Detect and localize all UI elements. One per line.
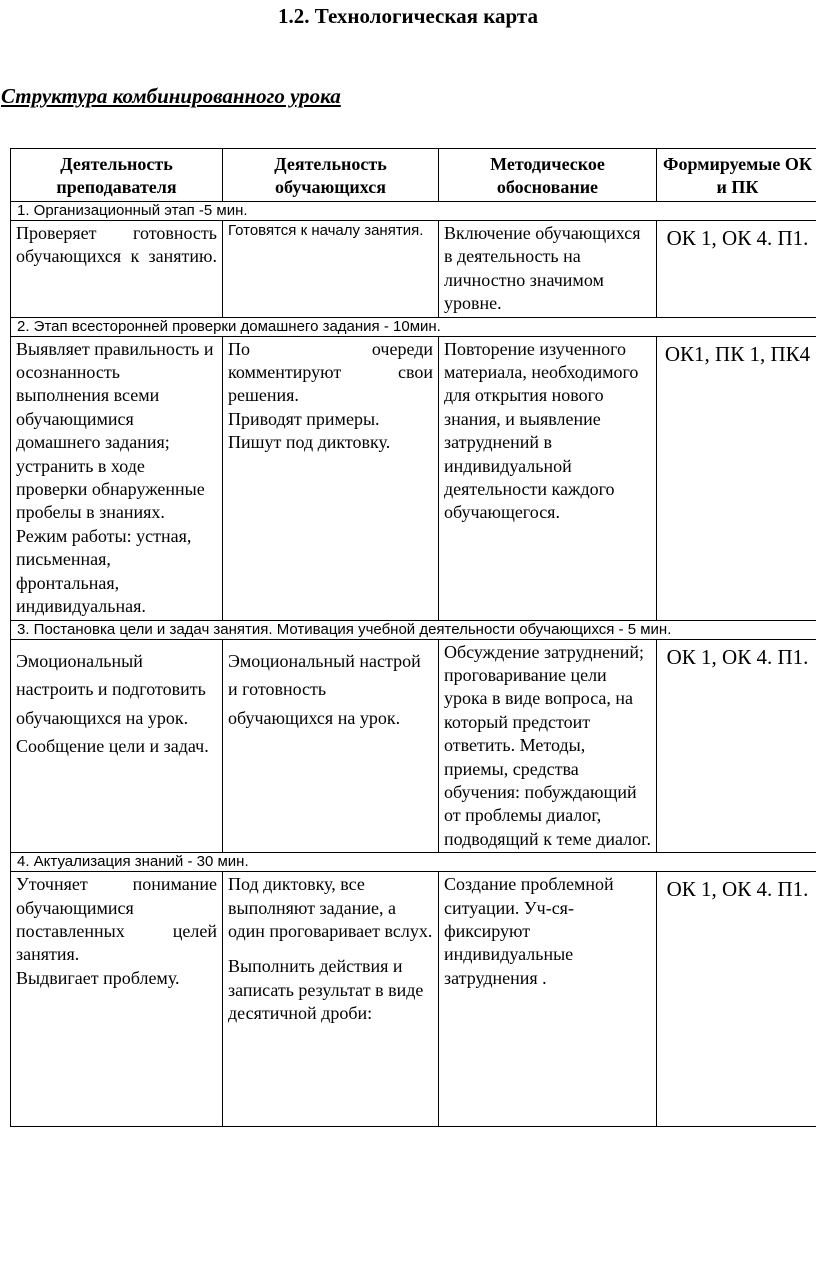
teacher-cell — [11, 336, 223, 620]
header-method-rationale: Методическое обоснование — [439, 149, 657, 202]
students-cell — [223, 872, 439, 1127]
students-cell — [223, 336, 439, 620]
students-cell: Готовятся к началу занятия. — [223, 221, 439, 318]
table-row — [11, 872, 816, 1127]
students-text: Под диктовку, все выполняют задание, а один проговаривает вслух. — [228, 874, 433, 941]
stage-row — [11, 853, 816, 872]
table-row — [11, 336, 816, 620]
technology-map-table — [10, 148, 816, 1127]
teacher-text: Уточняет понимание обучающимися поставленных целей занятия. — [16, 874, 217, 965]
section-subtitle: Структура комбинированного урока — [1, 84, 341, 108]
students-text-2: Выполнить действия и записать результат в виде десятичной дроби: — [228, 956, 424, 1024]
method-cell: Повторение изученного материала, необходимого для открытия нового знания, и выявление затруднений в индивидуальной деятельности каждого обучающегося. — [439, 336, 657, 620]
teacher-mode-text: Режим работы: устная, письменная, фронтальная, индивидуальная. — [16, 525, 192, 617]
table-header-row — [11, 149, 816, 202]
competences-cell: ОК 1, ОК 4. П1. — [657, 872, 816, 1127]
header-student-activity: Деятельность обучающихся — [223, 149, 439, 202]
header-teacher-activity: Деятельность преподавателя — [11, 149, 223, 202]
method-cell: Создание проблемной ситуации. Уч-ся- фиксируют индивидуальные затруднения . — [439, 872, 657, 1127]
stage-label: 3. Постановка цели и задач занятия. Мотивация учебной деятельности обучающихся - 5 мин. — [11, 620, 816, 639]
students-cell: Эмоциональный настрой и готовность обучающихся на урок. — [223, 639, 439, 853]
competences-cell: ОК 1, ОК 4. П1. — [657, 221, 816, 318]
competences-cell: ОК 1, ОК 4. П1. — [657, 639, 816, 853]
competences-cell: ОК1, ПК 1, ПК4 — [657, 336, 816, 620]
students-text: По очереди комментируют свои решения. — [228, 338, 433, 406]
students-text-2: Приводят примеры. Пишут под диктовку. — [228, 408, 391, 453]
stage-row — [11, 317, 816, 336]
teacher-text: Выявляет правильность и осознанность выполнения всеми обучающимися домашнего задания; устранить в ходе проверки обнаруженные пробелы в знаниях. — [16, 338, 214, 523]
teacher-cell: Проверяет готовность обучающихся к занятию. — [11, 221, 223, 318]
stage-row — [11, 620, 816, 639]
stage-label: 2. Этап всесторонней проверки домашнего задания - 10мин. — [11, 317, 816, 336]
stage-row — [11, 202, 816, 221]
table-row — [11, 221, 816, 318]
header-competences: Формируемые ОК и ПК — [657, 149, 816, 202]
document-title: 1.2. Технологическая карта — [278, 4, 538, 28]
teacher-text-2: Выдвигает проблему. — [16, 967, 180, 988]
stage-label: 1. Организационный этап -5 мин. — [11, 202, 816, 221]
method-cell: Обсуждение затруднений; проговаривание цели урока в виде вопроса, на который предстоит ответить. Методы, приемы, средства обучения: побуждающий от проблемы диалог, подводящий к теме диалог. — [439, 639, 657, 853]
table-row — [11, 639, 816, 853]
teacher-cell: Эмоциональный настроить и подготовить обучающихся на урок. Сообщение цели и задач. — [11, 639, 223, 853]
teacher-cell — [11, 872, 223, 1127]
method-cell: Включение обучающихся в деятельность на личностно значимом уровне. — [439, 221, 657, 318]
stage-label: 4. Актуализация знаний - 30 мин. — [11, 853, 816, 872]
